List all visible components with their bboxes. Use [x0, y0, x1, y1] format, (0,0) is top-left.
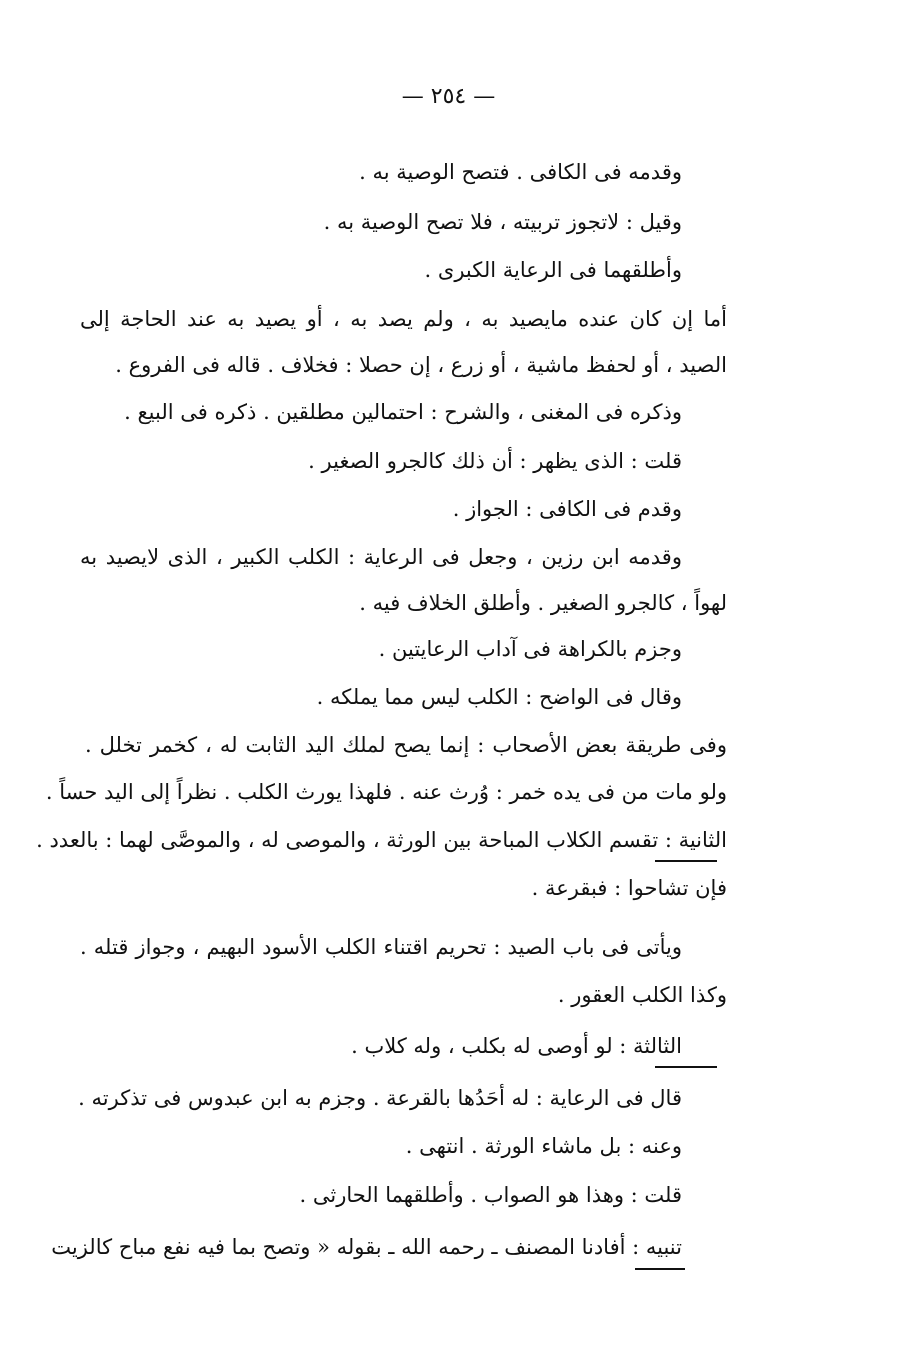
text-line: لهواً ، كالجرو الصغير . وأطلق الخلاف فيه . — [359, 591, 727, 615]
text-line: وكذا الكلب العقور . — [557, 983, 727, 1007]
text-line: وقدم فى الكافى : الجواز . — [452, 497, 682, 521]
text-line: وقدمه فى الكافى . فتصح الوصية به . — [359, 160, 682, 184]
text-line: وعنه : بل ماشاء الورثة . انتهى . — [405, 1134, 682, 1158]
text-line: قال فى الرعاية : له أحَدُها بالقرعة . وجزم به ابن عبدوس فى تذكرته . — [78, 1086, 682, 1110]
text-line: الصيد ، أو لحفظ ماشية ، أو زرع ، إن حصلا : فخلاف . قاله فى الفروع . — [115, 353, 727, 377]
text-line: وقال فى الواضح : الكلب ليس مما يملكه . — [316, 685, 682, 709]
text-line: وقدمه ابن رزين ، وجعل فى الرعاية : الكلب الكبير ، الذى لايصيد به — [80, 545, 682, 569]
text-line: وأطلقهما فى الرعاية الكبرى . — [424, 258, 682, 282]
text-line: الثانية : تقسم الكلاب المباحة بين الورثة ، والموصى له ، والموصَّى لهما : بالعدد . — [36, 828, 727, 852]
text-line: وذكره فى المغنى ، والشرح : احتمالين مطلقين . ذكره فى البيع . — [124, 400, 682, 424]
text-line: وفى طريقة بعض الأصحاب : إنما يصح لملك اليد الثابت له ، كخمر تخلل . — [85, 733, 727, 757]
text-line: قلت : الذى يظهر : أن ذلك كالجرو الصغير . — [308, 449, 682, 473]
text-line: وقيل : لاتجوز تربيته ، فلا تصح الوصية به . — [323, 210, 682, 234]
underline-heading-third — [655, 1066, 717, 1068]
text-line: ويأتى فى باب الصيد : تحريم اقتناء الكلب الأسود البهيم ، وجواز قتله . — [80, 935, 682, 959]
underline-heading-second — [655, 860, 717, 862]
underline-heading-note — [635, 1268, 685, 1270]
page-number: — ٢٥٤ — — [401, 84, 496, 109]
text-line: وجزم بالكراهة فى آداب الرعايتين . — [378, 637, 682, 661]
text-line: تنبيه : أفادنا المصنف ـ رحمه الله ـ بقوله « وتصح بما فيه نفع مباح كالزيت — [51, 1235, 682, 1259]
text-line: فإن تشاحوا : فبقرعة . — [531, 876, 727, 900]
text-line: قلت : وهذا هو الصواب . وأطلقهما الحارثى . — [299, 1183, 682, 1207]
text-line: ولو مات من فى يده خمر : وُرث عنه . فلهذا يورث الكلب . نظراً إلى اليد حساً . — [45, 780, 727, 804]
text-line: الثالثة : لو أوصى له بكلب ، وله كلاب . — [351, 1034, 682, 1058]
text-line: أما إن كان عنده مايصيد به ، ولم يصد به ، أو يصيد به عند الحاجة إلى — [80, 307, 727, 331]
